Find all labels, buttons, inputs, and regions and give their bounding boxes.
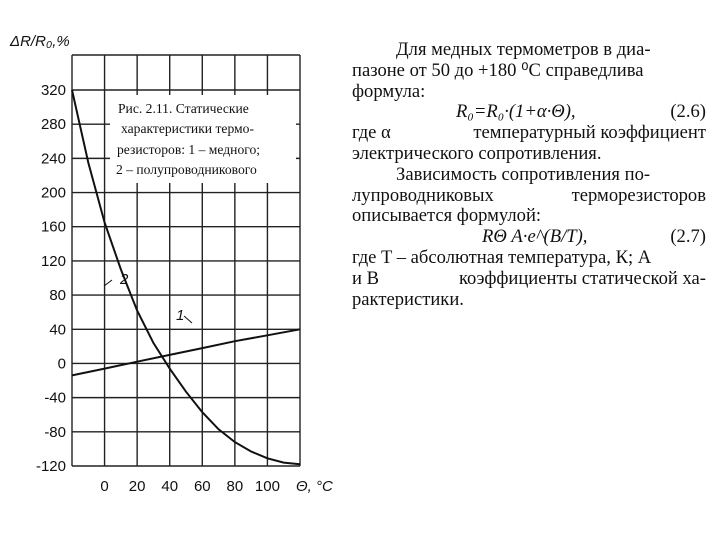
x-axis-label: Θ, °C	[296, 478, 333, 495]
text-line-9: где T – абсолютная температура, К; A	[352, 246, 652, 268]
text-line-10a: и B	[352, 267, 380, 289]
x-tick-label: 40	[161, 478, 179, 495]
text-line-10b: коэффициенты статической ха-	[458, 267, 706, 289]
x-tick-label: 80	[226, 478, 244, 495]
x-tick-label: 20	[128, 478, 146, 495]
y-tick-label: 200	[40, 184, 66, 202]
y-tick-label: 160	[40, 218, 66, 236]
text-line-11: рактеристики.	[352, 288, 464, 310]
characteristics-chart	[0, 0, 350, 540]
curve-1	[72, 329, 300, 375]
text-line-4a: где α	[352, 122, 391, 144]
text-line-7	[352, 186, 706, 207]
y-tick-label: 80	[49, 287, 66, 305]
x-tick-label: 60	[193, 478, 211, 495]
caption-line-2: характеристики термо-	[121, 121, 254, 136]
y-tick-label: 40	[49, 321, 66, 339]
formula-2-7	[352, 227, 706, 248]
x-tick-labels	[100, 478, 280, 495]
text-line-4	[352, 123, 706, 144]
formula-2-7-expr: RΘ A·e^(B/T),	[482, 226, 588, 248]
x-tick-label: 100	[254, 478, 280, 495]
y-tick-label: 0	[57, 355, 66, 373]
text-line-6: Зависимость сопротивления по-	[396, 163, 651, 185]
body-text	[352, 40, 706, 310]
formula-2-7-number: (2.7)	[670, 226, 706, 248]
y-tick-label: -80	[44, 423, 66, 441]
y-tick-label: 280	[40, 116, 66, 134]
caption-line-3: резисторов: 1 – медного;	[117, 142, 261, 157]
text-line-4b: температурный коэффициент	[473, 122, 706, 144]
curve-label-2: 2	[120, 271, 129, 288]
text-line-8: описывается формулой:	[352, 205, 542, 227]
formula-2-6	[352, 102, 706, 123]
curve-label-1-leader	[184, 316, 192, 323]
y-tick-label: -40	[44, 389, 66, 407]
text-line-10	[352, 269, 706, 290]
caption-line-4: 2 – полупроводникового	[116, 162, 257, 177]
text-line-3: формула:	[352, 80, 426, 102]
y-axis-label: ΔR/R₀,%	[10, 33, 70, 50]
y-tick-labels	[36, 82, 66, 475]
y-tick-label: 240	[40, 150, 66, 168]
caption-line-1: Рис. 2.11. Статические	[118, 101, 249, 116]
x-tick-label: 0	[100, 478, 109, 495]
text-line-1: Для медных термометров в диа-	[396, 39, 651, 60]
y-tick-label: 320	[40, 82, 66, 99]
text-line-7b: терморезисторов	[571, 184, 706, 206]
formula-2-6-number: (2.6)	[670, 101, 706, 123]
curve-label-1: 1	[176, 307, 185, 324]
text-line-5: электрического сопротивления.	[352, 142, 602, 164]
formula-2-6-expr: R₀=R₀·(1+α·Θ),	[456, 101, 576, 123]
text-line-7a: лупроводниковых	[352, 184, 494, 206]
y-tick-label: -120	[35, 458, 66, 475]
y-tick-label: 120	[40, 252, 66, 270]
text-line-2: пазоне от 50 до +180 ⁰С справедлива	[352, 59, 644, 81]
